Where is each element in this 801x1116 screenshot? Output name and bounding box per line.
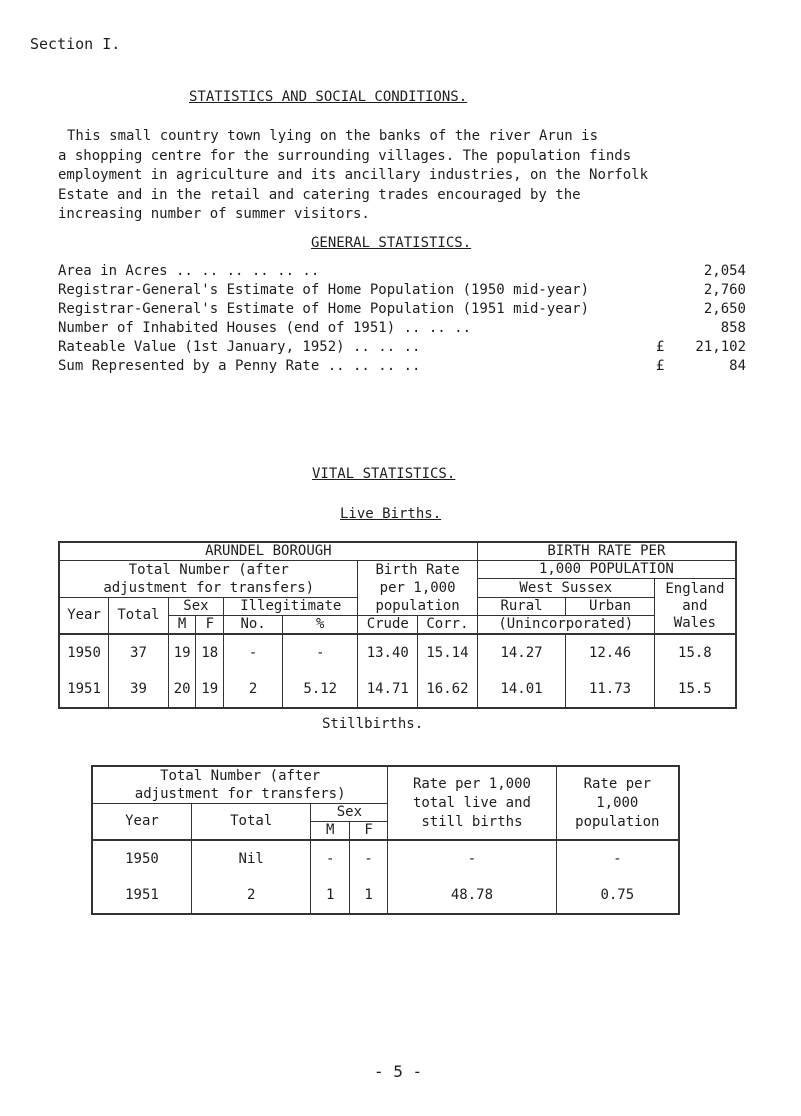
table-header: Urban <box>566 598 655 616</box>
table-header: Corr. <box>418 616 478 635</box>
stat-value: 2,760 <box>703 282 746 298</box>
table-header: Crude <box>358 616 418 635</box>
table-cell: 0.75 <box>556 877 679 914</box>
table-header: Total <box>191 804 311 841</box>
header-line: England <box>665 580 725 597</box>
header-line: 1,000 <box>596 794 639 811</box>
stat-currency <box>656 281 676 300</box>
stat-row <box>58 300 746 319</box>
table-header <box>59 561 358 598</box>
table-cell: - <box>349 840 387 877</box>
table-cell: 1 <box>311 877 349 914</box>
section-heading: Section I. <box>30 35 121 53</box>
table-cell: 5.12 <box>283 671 358 708</box>
header-line: population <box>375 598 460 614</box>
table-header: M <box>311 822 349 841</box>
table-header: West Sussex <box>477 579 654 598</box>
table-cell: 14.01 <box>477 671 565 708</box>
table-cell: 13.40 <box>358 634 418 671</box>
stat-row <box>58 281 746 300</box>
table-header: F <box>196 616 224 635</box>
table-cell: 1950 <box>92 840 191 877</box>
stat-currency <box>656 262 676 281</box>
table-header: BIRTH RATE PER <box>477 542 736 561</box>
stat-row <box>58 319 746 338</box>
table-header: Illegitimate <box>224 598 358 616</box>
header-line: Rate per 1,000 <box>412 775 531 792</box>
header-line: total live and <box>412 794 531 811</box>
table-header <box>556 766 679 840</box>
table-cell: Nil <box>191 840 311 877</box>
table-row <box>59 671 736 708</box>
stat-value: 858 <box>720 320 746 336</box>
general-statistics-heading: GENERAL STATISTICS. <box>311 235 472 251</box>
stat-label: Rateable Value (1st January, 1952) .. .. .. <box>58 339 421 355</box>
header-line: Rate per <box>583 775 652 792</box>
page-number: - 5 - <box>374 1062 423 1081</box>
stillbirths-heading: Stillbirths. <box>322 716 424 732</box>
table-cell: 15.8 <box>654 634 736 671</box>
header-line: Total Number (after <box>128 562 289 578</box>
table-header <box>358 561 477 616</box>
table-header: Year <box>92 804 191 841</box>
table-cell: 18 <box>196 634 224 671</box>
table-cell: - <box>283 634 358 671</box>
table-cell: 15.5 <box>654 671 736 708</box>
table-header: Sex <box>311 804 388 822</box>
table-cell: - <box>311 840 349 877</box>
table-row <box>92 840 679 877</box>
stat-label: Registrar-General's Estimate of Home Population (1951 mid-year) <box>58 301 590 317</box>
table-row <box>92 877 679 914</box>
intro-line: Estate and in the retail and catering trades encouraged by the <box>58 186 581 203</box>
stat-label: Sum Represented by a Penny Rate .. .. .. .. <box>58 358 421 374</box>
table-header: 1,000 POPULATION <box>477 561 736 579</box>
stat-row <box>58 357 746 376</box>
header-line: and <box>682 597 708 614</box>
table-cell: 14.71 <box>358 671 418 708</box>
stat-value: 21,102 <box>695 339 746 355</box>
table-cell: 1950 <box>59 634 109 671</box>
table-cell: 39 <box>109 671 169 708</box>
stillbirths-table <box>91 765 680 915</box>
header-line: adjustment for transfers) <box>103 580 315 596</box>
live-births-table <box>58 541 737 709</box>
stat-value: 84 <box>729 358 746 374</box>
stat-row <box>58 262 746 281</box>
table-header: % <box>283 616 358 635</box>
table-header: Rural <box>477 598 565 616</box>
table-cell: - <box>556 840 679 877</box>
table-cell: 2 <box>191 877 311 914</box>
table-cell: 2 <box>224 671 283 708</box>
general-statistics-list <box>58 262 746 376</box>
table-cell: 37 <box>109 634 169 671</box>
intro-line: employment in agriculture and its ancillary industries, on the Norfolk <box>58 167 649 183</box>
table-header: (Unincorporated) <box>477 616 654 635</box>
table-header <box>388 766 556 840</box>
table-cell: - <box>388 840 556 877</box>
table-header <box>92 766 388 804</box>
table-cell: 16.62 <box>418 671 478 708</box>
vital-statistics-heading: VITAL STATISTICS. <box>312 466 456 482</box>
table-cell: - <box>224 634 283 671</box>
stat-currency <box>656 300 676 319</box>
table-cell: 1 <box>349 877 387 914</box>
table-cell: 14.27 <box>477 634 565 671</box>
intro-line: a shopping centre for the surrounding villages. The population finds <box>58 147 632 164</box>
header-line: per 1,000 <box>379 580 456 596</box>
live-births-heading: Live Births. <box>340 506 442 522</box>
table-cell: 19 <box>168 634 196 671</box>
stat-value: 2,650 <box>703 301 746 317</box>
table-cell: 15.14 <box>418 634 478 671</box>
table-header: ARUNDEL BOROUGH <box>59 542 477 561</box>
stat-value: 2,054 <box>703 263 746 279</box>
table-cell: 20 <box>168 671 196 708</box>
header-line: population <box>575 813 660 830</box>
table-cell: 48.78 <box>388 877 556 914</box>
table-header: M <box>168 616 196 635</box>
stat-label: Area in Acres .. .. .. .. .. .. <box>58 263 320 279</box>
table-cell: 19 <box>196 671 224 708</box>
table-header: Year <box>59 598 109 635</box>
table-cell: 1951 <box>92 877 191 914</box>
table-header: No. <box>224 616 283 635</box>
table-header: Total <box>109 598 169 635</box>
table-row <box>59 634 736 671</box>
header-line: Wales <box>673 614 716 631</box>
stat-currency <box>656 319 676 338</box>
stat-row <box>58 338 746 357</box>
table-cell: 11.73 <box>566 671 655 708</box>
header-line: Birth Rate <box>375 562 460 578</box>
header-line: Total Number (after <box>160 768 321 784</box>
table-cell: 1951 <box>59 671 109 708</box>
page-title: STATISTICS AND SOCIAL CONDITIONS. <box>189 89 468 105</box>
header-line: adjustment for transfers) <box>134 786 346 802</box>
stat-label: Registrar-General's Estimate of Home Population (1950 mid-year) <box>58 282 590 298</box>
header-line: still births <box>421 813 523 830</box>
table-header: F <box>349 822 387 841</box>
intro-line: This small country town lying on the banks of the river Arun is <box>67 128 599 144</box>
table-header: Sex <box>168 598 223 616</box>
intro-line: increasing number of summer visitors. <box>58 206 370 222</box>
stat-currency: £ <box>656 339 665 355</box>
stat-currency: £ <box>656 358 665 374</box>
table-header <box>654 579 736 635</box>
intro-paragraph <box>58 127 748 225</box>
table-cell: 12.46 <box>566 634 655 671</box>
stat-label: Number of Inhabited Houses (end of 1951) .. .. .. <box>58 320 472 336</box>
